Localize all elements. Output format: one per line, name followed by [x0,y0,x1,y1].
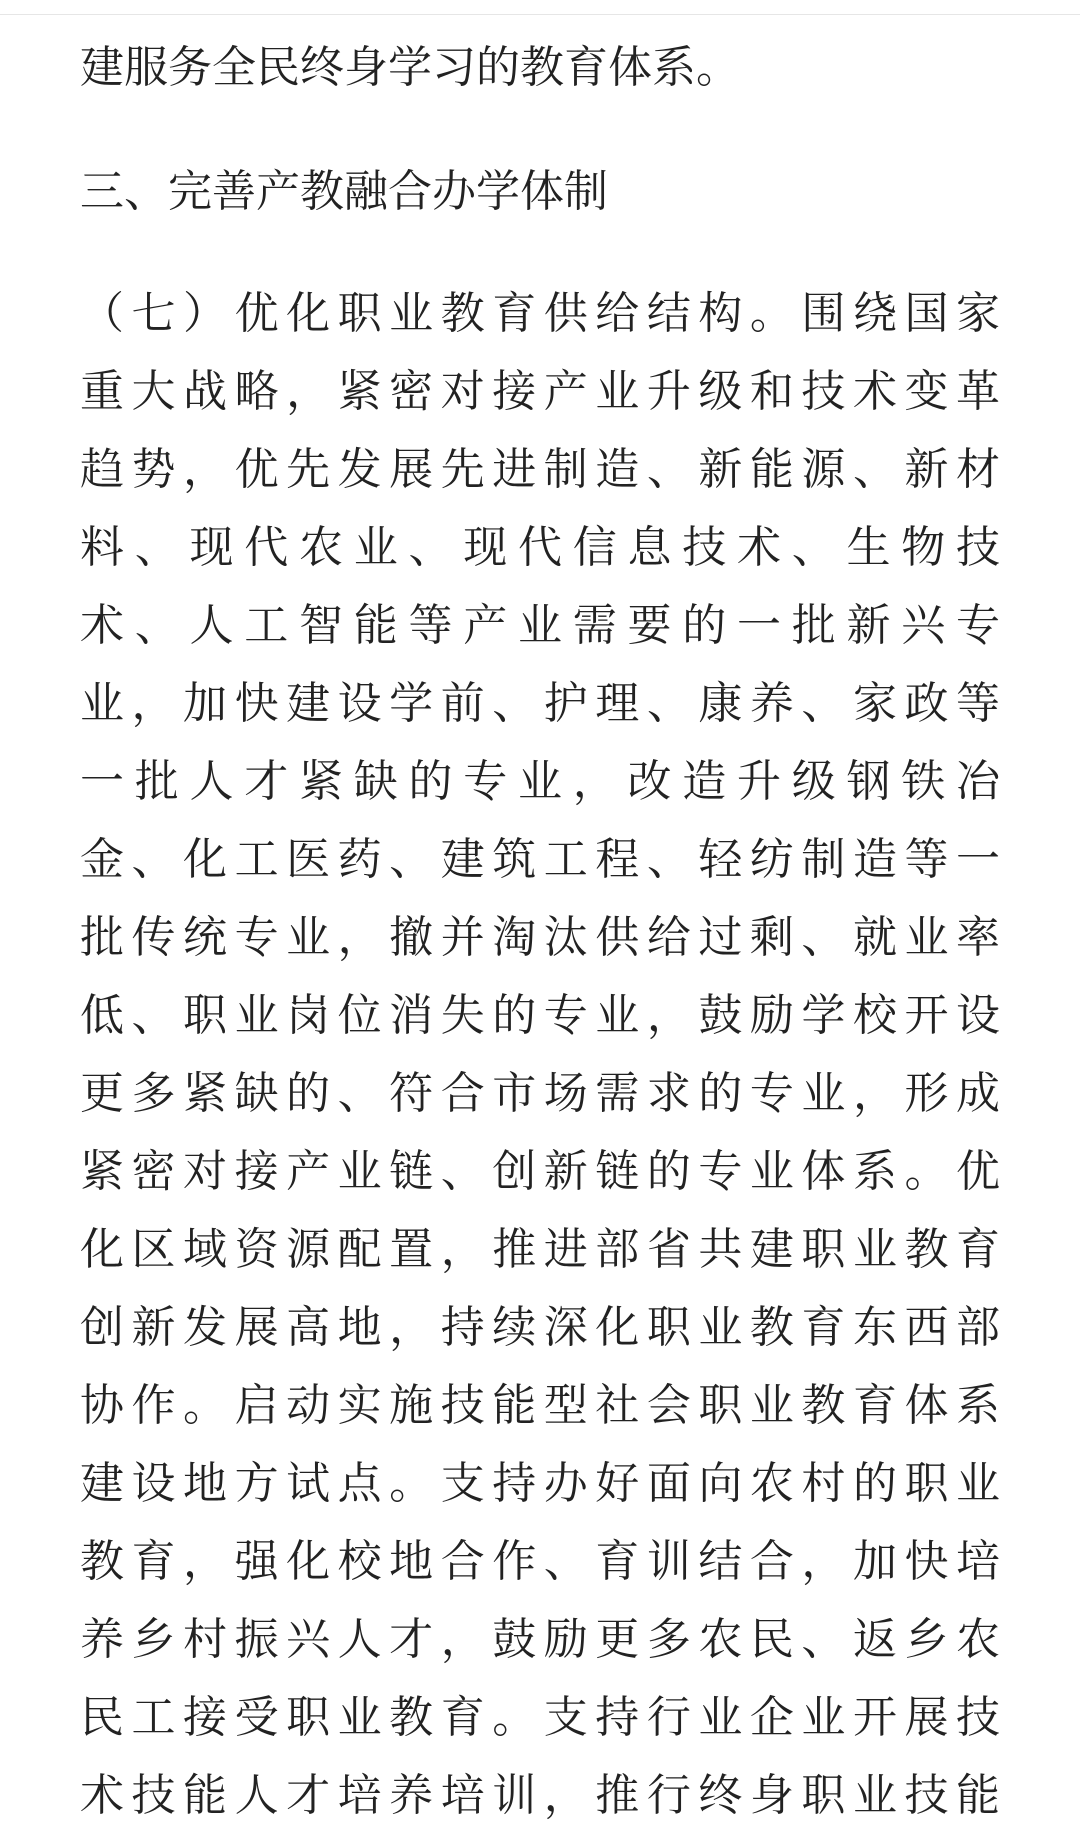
paragraph-line: 批传统专业，撤并淘汰供给过剩、就业率 [80,912,1000,963]
paragraph-line: 低、职业岗位消失的专业，鼓励学校开设 [80,990,1000,1041]
paragraph-line: 一批人才紧缺的专业，改造升级钢铁冶 [80,756,1000,807]
paragraph-line: 术技能人才培养培训，推行终身职业技能 [80,1770,1000,1821]
paragraph-line: 业，加快建设学前、护理、康养、家政等 [80,678,1000,729]
paragraph-line: 紧密对接产业链、创新链的专业体系。优 [80,1146,1000,1197]
paragraph-line: （七）优化职业教育供给结构。围绕国家 [80,288,1000,339]
paragraph-line: 教育，强化校地合作、育训结合，加快培 [80,1536,1000,1587]
paragraph-line: 更多紧缺的、符合市场需求的专业，形成 [80,1068,1000,1119]
paragraph-line: 民工接受职业教育。支持行业企业开展技 [80,1692,1000,1743]
paragraph-line: 趋势，优先发展先进制造、新能源、新材 [80,444,1000,495]
paragraph-line: 化区域资源配置，推进部省共建职业教育 [80,1224,1000,1275]
paragraph-line: 术、人工智能等产业需要的一批新兴专 [80,600,1000,651]
paragraph-line: 金、化工医药、建筑工程、轻纺制造等一 [80,834,1000,885]
paragraph-line: 协作。启动实施技能型社会职业教育体系 [80,1380,1000,1431]
paragraph-line: 建设地方试点。支持办好面向农村的职业 [80,1458,1000,1509]
section-heading: 三、完善产教融合办学体制 [80,166,608,217]
intro-tail-text: 建服务全民终身学习的教育体系。 [80,42,740,93]
paragraph-line: 重大战略，紧密对接产业升级和技术变革 [80,366,1000,417]
paragraph-line: 料、现代农业、现代信息技术、生物技 [80,522,1000,573]
paragraph-line: 养乡村振兴人才，鼓励更多农民、返乡农 [80,1614,1000,1665]
paragraph-line: 创新发展高地，持续深化职业教育东西部 [80,1302,1000,1353]
